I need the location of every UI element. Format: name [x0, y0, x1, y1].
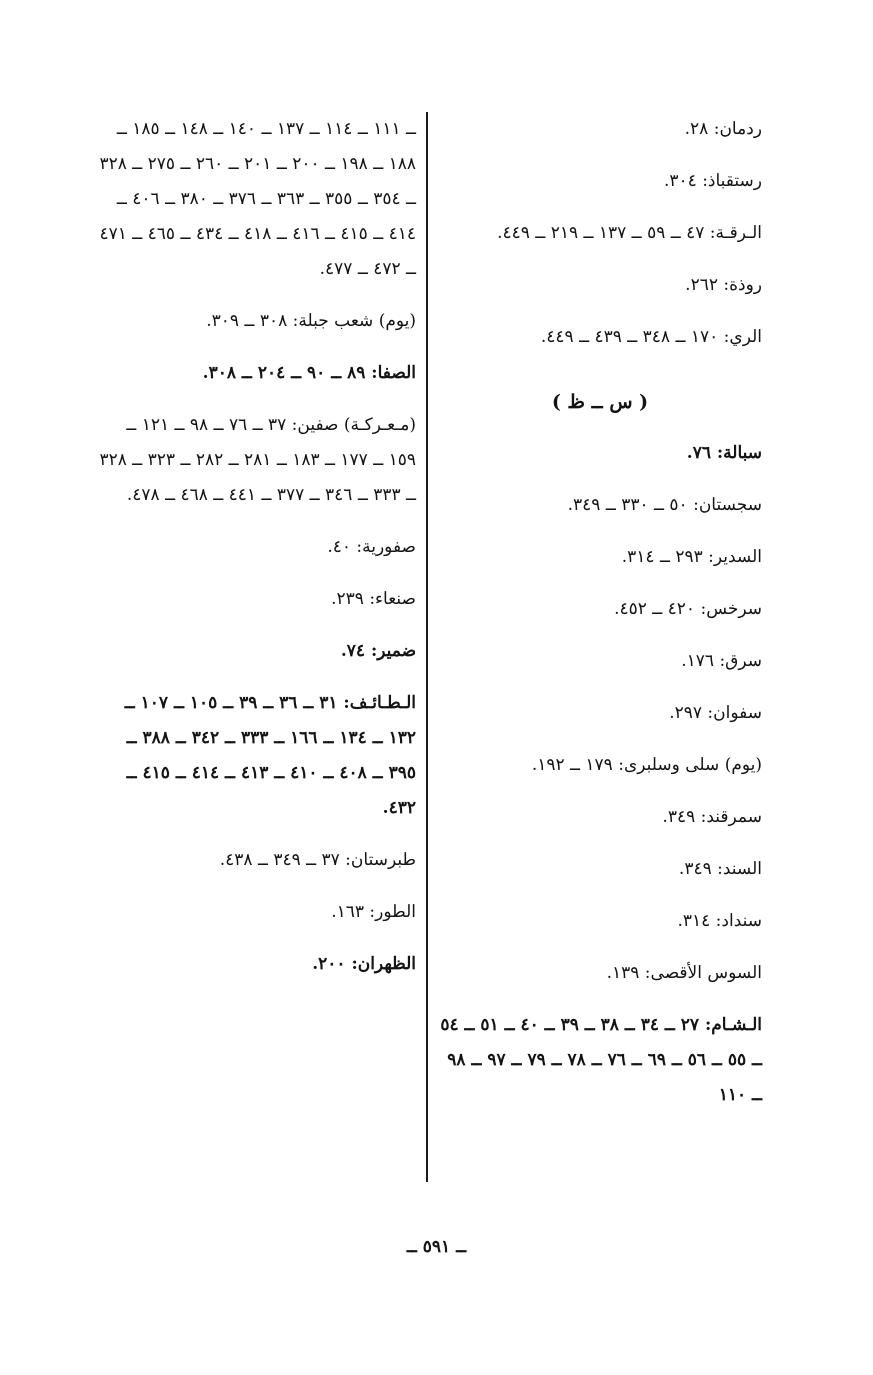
index-entry: روذة: ٢٦٢. — [685, 275, 762, 295]
index-entry: سنداد: ٣١٤. — [677, 911, 762, 931]
index-entry: السوس الأقصى: ١٣٩. — [606, 963, 762, 983]
left-column — [96, 112, 416, 982]
index-entry: السند: ٣٤٩. — [678, 859, 762, 879]
right-column — [438, 112, 762, 1113]
section-heading: ( س ــ ظ ) — [551, 391, 649, 413]
page-number: ــ ٥٩١ ــ — [406, 1237, 467, 1257]
index-entry: الري: ١٧٠ ــ ٣٤٨ ــ ٤٣٩ ــ ٤٤٩. — [540, 327, 762, 347]
index-entry: طبرستان: ٣٧ ــ ٣٤٩ ــ ٤٣٨. — [219, 850, 416, 870]
index-entry: الطور: ١٦٣. — [331, 902, 416, 922]
index-entry: صفورية: ٤٠. — [327, 537, 416, 557]
index-entry: ضمير: ٧٤. — [340, 641, 416, 661]
column-divider — [426, 112, 428, 1182]
index-entry: سرخس: ٤٢٠ ــ ٤٥٢. — [614, 599, 762, 619]
index-entry: (يوم) شعب جبلة: ٣٠٨ ــ ٣٠٩. — [206, 311, 416, 331]
index-entry: (مـعـركـة) صفين: ٣٧ ــ ٧٦ ــ ٩٨ ــ ١٢١ ــ ١٥٩ ــ ١٧٧ ــ ١٨٣ ــ ٢٨١ ــ ٢٨٢ ــ ٣٢٣ ــ ٣٢٨ ــ ٣٣٣ ــ ٣٤٦ ــ ٣٧٧ ــ ٤٤١ ــ ٤٦٨ ــ ٤٧٨. — [99, 415, 416, 505]
index-entry: سرق: ١٧٦. — [681, 651, 762, 671]
index-entry: السدير: ٢٩٣ ــ ٣١٤. — [621, 547, 762, 567]
index-entry: الـشـام: ٢٧ ــ ٣٤ ــ ٣٨ ــ ٣٩ ــ ٤٠ ــ ٥١ ــ ٥٤ ــ ٥٥ ــ ٥٦ ــ ٦٩ ــ ٧٦ ــ ٧٨ ــ ٧٩ ــ ٩٧ ــ ٩٨ ــ ١١٠ — [440, 1015, 762, 1105]
index-entry: ــ ١١١ ــ ١١٤ ــ ١٣٧ ــ ١٤٠ ــ ١٤٨ ــ ١٨٥ ــ ١٨٨ ــ ١٩٨ ــ ٢٠٠ ــ ٢٠١ ــ ٢٦٠ ــ ٢٧٥ ــ ٣٢٨ ــ ٣٥٤ ــ ٣٥٥ ــ ٣٦٣ ــ ٣٧٦ ــ ٣٨٠ ــ ٤٠٦ ــ ٤١٤ ــ ٤١٥ ــ ٤١٦ ــ ٤١٨ ــ ٤٣٤ ــ ٤٦٥ ــ ٤٧١ ــ ٤٧٢ ــ ٤٧٧. — [99, 119, 416, 279]
index-entry: صنعاء: ٢٣٩. — [331, 589, 416, 609]
index-entry: الصفا: ٨٩ ــ ٩٠ ــ ٢٠٤ ــ ٣٠٨. — [202, 363, 416, 383]
index-entry: سمرقند: ٣٤٩. — [662, 807, 762, 827]
index-entry: سجستان: ٥٠ ــ ٣٣٠ ــ ٣٤٩. — [567, 495, 762, 515]
index-entry: الظهران: ٢٠٠. — [312, 954, 416, 974]
index-entry: الـطـائـف: ٣١ ــ ٣٦ ــ ٣٩ ــ ١٠٥ ــ ١٠٧ ــ ١٣٢ ــ ١٣٤ ــ ١٦٦ ــ ٣٣٣ ــ ٣٤٢ ــ ٣٨٨ ــ ٣٩٥ ــ ٤٠٨ ــ ٤١٠ ــ ٤١٣ ــ ٤١٤ ــ ٤١٥ ــ ٤٣٢. — [124, 693, 416, 818]
index-entry: (يوم) سلى وسلبرى: ١٧٩ ــ ١٩٢. — [531, 755, 762, 775]
index-entry: ردمان: ٢٨. — [684, 119, 762, 139]
index-entry: الـرقـة: ٤٧ ــ ٥٩ ــ ١٣٧ ــ ٢١٩ ــ ٤٤٩. — [497, 223, 762, 243]
index-entry: رستقباذ: ٣٠٤. — [663, 171, 762, 191]
index-entry: سفوان: ٢٩٧. — [669, 703, 762, 723]
index-entry: سبالة: ٧٦. — [686, 443, 762, 463]
